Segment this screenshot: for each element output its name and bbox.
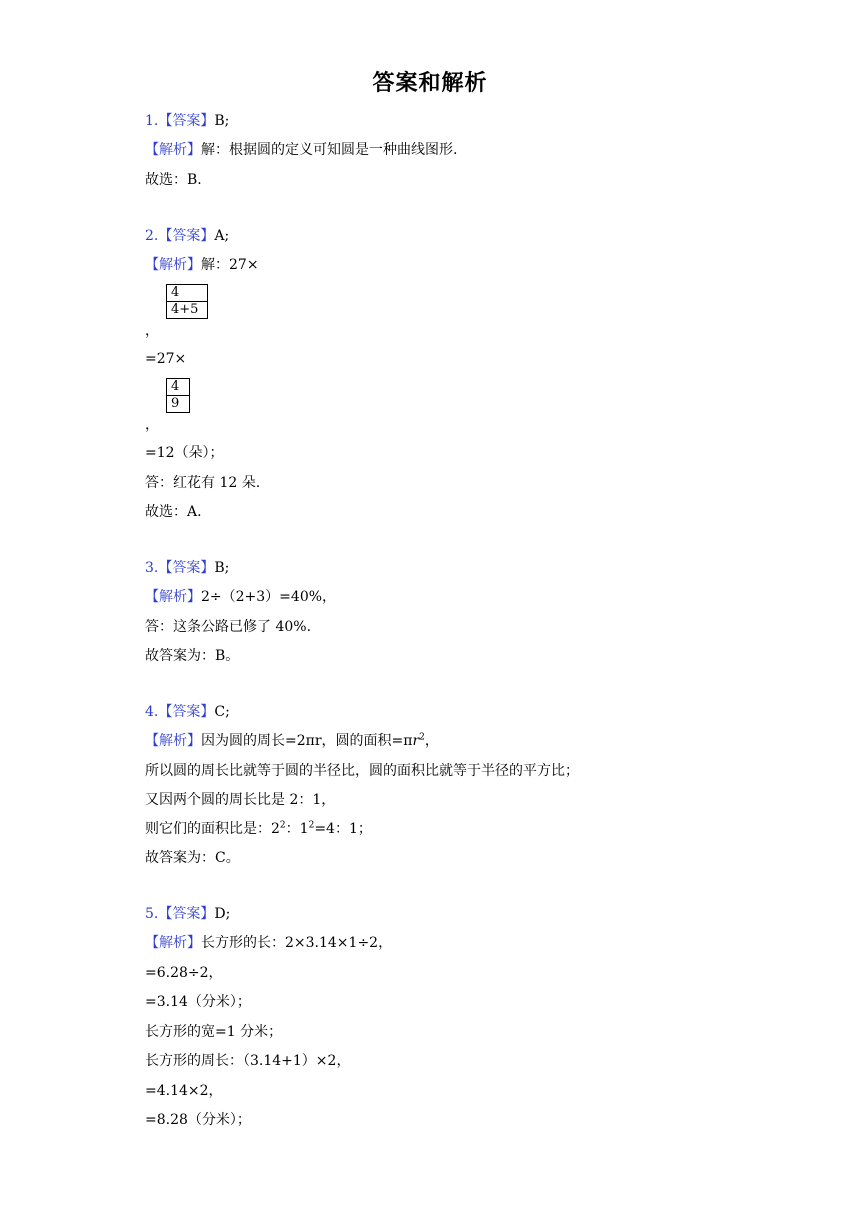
q5-answer-tag: 【答案】 bbox=[158, 906, 215, 922]
q1-choice: 故选：B. bbox=[145, 172, 202, 188]
q4-answer: C; bbox=[214, 704, 230, 720]
q2-answer: A; bbox=[214, 228, 230, 244]
q2-comma-1: ， bbox=[145, 323, 159, 339]
q2-choice: 故选：A. bbox=[145, 504, 202, 520]
q4-answer-line bbox=[145, 702, 230, 722]
q2-explanation-line bbox=[145, 255, 259, 275]
q5-line-6: =4.14×2， bbox=[145, 1083, 223, 1099]
q1-answer: B; bbox=[214, 113, 230, 129]
q5-line-5: 长方形的周长：（3.14+1）×2， bbox=[145, 1053, 351, 1069]
q5-line-2: =6.28÷2， bbox=[145, 965, 223, 981]
page-title: 答案和解析 bbox=[372, 71, 488, 96]
q4-line-3: 又因两个圆的周长比是 2：1， bbox=[145, 792, 336, 808]
q2-fraction-2-numerator: 4 bbox=[167, 379, 190, 396]
q2-fraction-2-denominator: 9 bbox=[167, 396, 190, 413]
q4-line-4 bbox=[145, 819, 372, 839]
q3-answer-line bbox=[145, 558, 229, 578]
q5-number: 5. bbox=[145, 906, 159, 922]
q3-answer-statement: 答：这条公路已修了 40%. bbox=[145, 619, 312, 635]
q4-explanation-line bbox=[145, 731, 439, 751]
q5-line-7: =8.28（分米）； bbox=[145, 1112, 251, 1128]
q3-answer-tag: 【答案】 bbox=[158, 560, 215, 576]
q1-explanation: 解：根据圆的定义可知圆是一种曲线图形. bbox=[201, 142, 458, 158]
q3-choice: 故答案为：B。 bbox=[145, 648, 240, 664]
q3-answer: B; bbox=[214, 560, 230, 576]
q4-line-4-exp-1: 2 bbox=[279, 820, 286, 831]
q1-explanation-tag: 【解析】 bbox=[145, 142, 201, 158]
q5-answer-line bbox=[145, 904, 230, 924]
q3-explanation: 2÷（2+3）=40%， bbox=[201, 589, 337, 605]
q3-explanation-line bbox=[145, 587, 336, 607]
q4-line-4-a: 则它们的面积比是：2 bbox=[145, 821, 280, 837]
q4-explanation-b: ， bbox=[424, 733, 439, 749]
q5-explanation: 长方形的长：2×3.14×1÷2， bbox=[201, 935, 393, 951]
q1-number: 1. bbox=[145, 113, 159, 129]
q2-answer-tag: 【答案】 bbox=[158, 228, 215, 244]
q3-explanation-tag: 【解析】 bbox=[145, 589, 201, 605]
q2-line-3: =12（朵）； bbox=[145, 445, 224, 461]
q4-line-2: 所以圆的周长比就等于圆的半径比，圆的面积比就等于半径的平方比； bbox=[145, 763, 579, 779]
q5-explanation-line bbox=[145, 933, 392, 953]
q2-comma-2: ， bbox=[145, 417, 159, 433]
q2-answer-line bbox=[145, 226, 229, 246]
q4-answer-tag: 【答案】 bbox=[158, 704, 215, 720]
q2-fraction-1-denominator: 4+5 bbox=[167, 302, 208, 319]
q3-number: 3. bbox=[145, 560, 159, 576]
q2-answer-statement: 答：红花有 12 朵. bbox=[145, 475, 261, 491]
q4-choice: 故答案为：C。 bbox=[145, 850, 240, 866]
q4-number: 4. bbox=[145, 704, 159, 720]
q1-explanation-line bbox=[145, 140, 457, 160]
q4-line-4-c: =4：1； bbox=[314, 821, 372, 837]
q1-answer-tag: 【答案】 bbox=[158, 113, 215, 129]
q4-line-4-exp-2: 2 bbox=[308, 820, 315, 831]
q1-answer-line bbox=[145, 111, 229, 131]
q2-fraction-1-numerator: 4 bbox=[167, 285, 208, 302]
q2-explanation: 解：27× bbox=[201, 257, 259, 273]
q4-line-4-b: ：1 bbox=[285, 821, 309, 837]
q5-line-3: =3.14（分米）； bbox=[145, 994, 251, 1010]
q5-answer: D; bbox=[214, 906, 231, 922]
q4-square-exponent: 2 bbox=[419, 732, 425, 743]
q4-explanation-tag: 【解析】 bbox=[145, 733, 201, 749]
q2-fraction-2 bbox=[166, 378, 190, 413]
q2-fraction-1 bbox=[166, 284, 208, 319]
q2-explanation-tag: 【解析】 bbox=[145, 257, 201, 273]
q4-explanation-a: 因为圆的周长=2πr，圆的面积=π bbox=[201, 733, 413, 749]
q5-explanation-tag: 【解析】 bbox=[145, 935, 201, 951]
q5-line-4: 长方形的宽=1 分米； bbox=[145, 1024, 283, 1040]
q4-radius-symbol: r bbox=[412, 733, 420, 749]
q2-line-2: =27× bbox=[145, 351, 187, 367]
q2-number: 2. bbox=[145, 228, 159, 244]
